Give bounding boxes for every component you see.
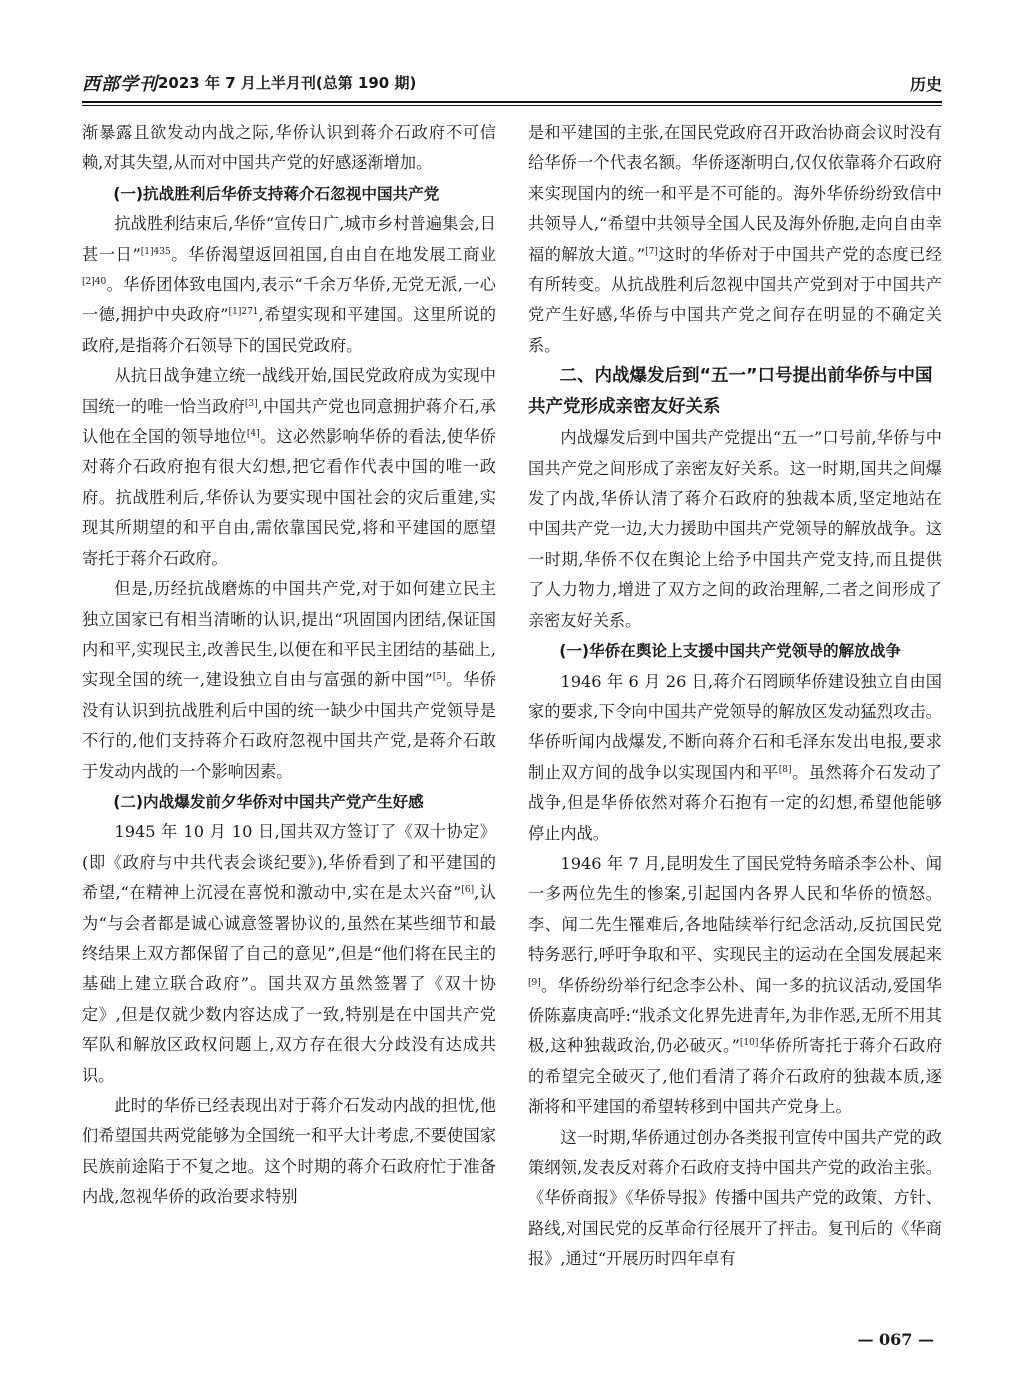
left-column: [82, 118, 496, 1213]
paragraph: 此时的华侨已经表现出对于蒋介石发动内战的担忧,他们希望国共两党能够为全国统一和平大计考虑,不要使国家民族前途陷于不复之地。这个时期的蒋介石政府忙于准备内战,忽视华侨的政治要求特别: [82, 1096, 496, 1207]
paragraph: 但是,历经抗战磨炼的中国共产党,对于如何建立民主独立国家已有相当清晰的认识,提出“巩固国内团结,保证国内和平,实现民主,改善民生,以便在和平民主团结的基础上,实现全国的统一,建设独立自由与富强的新中国”[5]。华侨没有认识到抗战胜利后中国的统一缺少中国共产党领导是不行的,他们支持蒋介石政府忽视中国共产党,是蒋介石敢于发动内战的一个影响因素。: [82, 579, 497, 781]
paragraph: 1946 年 6 月 26 日,蒋介石罔顾华侨建设独立自由国家的要求,下令向中国共产党领导的解放区发动猛烈攻击。华侨听闻内战爆发,不断向蒋介石和毛泽东发出电报,要求制止双方间的战争以实现国内和平[8]。虽然蒋介石发动了战争,但是华侨依然对蒋介石抱有一定的幻想,希望他能够停止内战。: [528, 671, 942, 843]
subsection-heading: (一)华侨在舆论上支援中国共产党领导的解放战争: [559, 642, 901, 661]
citation-ref: [10]: [739, 1038, 759, 1049]
subsection-heading: (二)内战爆发前夕华侨对中国共产党产生好感: [113, 792, 424, 811]
citation-ref: [2]40: [82, 277, 107, 288]
section-label: 历史: [909, 75, 942, 94]
citation-ref: [7]: [645, 246, 658, 257]
citation-ref: [9]: [528, 977, 541, 988]
citation-ref: [3]: [244, 398, 258, 409]
citation-ref: [5]: [432, 672, 446, 683]
citation-ref: [1]435: [140, 246, 171, 257]
paragraph: 1945 年 10 月 10 日,国共双方签订了《双十协定》(即《政府与中共代表会谈纪要》),华侨看到了和平建国的希望,“在精神上沉浸在喜悦和激动中,实在是太兴奋”[6],认为“与会者都是诚心诚意签署协议的,虽然在某些细节和最终结果上双方都保留了自己的意见”,但是“他们将在民主的基础上建立联合政府”。国共双方虽然签署了《双十协定》,但是仅就少数内容达成了一致,特别是在中国共产党军队和解放区政权问题上,双方存在很大分歧没有达成共识。: [82, 822, 496, 1085]
page-number: — 067 —: [857, 1330, 934, 1349]
paragraph: 抗战胜利结束后,华侨“宣传日广,城市乡村普遍集会,日甚一日”$^{[1]435}$。华侨渴望返回祖国,自由自在地发展工商业$^{[2]40}$。华侨团体致电国内,表示“千余万华侨,无党无派,一心一德,拥护中央政府”$^{[1]271}$,希望实现和平建国。这里所说的政府,是指蒋介石领导下的国民党政府。: [82, 214, 496, 355]
paragraph: 内战爆发后到中国共产党提出“五一”口号前,华侨与中国共产党之间形成了亲密友好关系。这一时期,国共之间爆发了内战,华侨认清了蒋介石政府的独裁本质,坚定地站在中国共产党一边,大力援助中国共产党领导的解放战争。这一时期,华侨不仅在舆论上给予中国共产党支持,而且提供了人力物力,增进了双方之间的政治理解,二者之间形成了亲密友好关系。: [528, 428, 942, 630]
citation-ref: [4]: [246, 429, 260, 440]
paragraph: 这一时期,华侨通过创办各类报刊宣传中国共产党的政策纲领,发表反对蒋介石政府支持中国共产党的政治主张。《华侨商报》《华侨导报》传播中国共产党的政策、方针、路线,对国民党的反革命行径展开了抨击。复刊后的《华商报》,通过“开展历时四年卓有: [528, 1127, 942, 1269]
paragraph: 是和平建国的主张,在国民党政府召开政治协商会议时没有给华侨一个代表名额。华侨逐渐明白,仅仅依靠蒋介石政府来实现国内的统一和平是不可能的。海外华侨纷纷致信中共领导人,“希望中共领导全国人民及海外侨胞,走向自由幸福的解放大道。”[7]这时的华侨对于中国共产党的态度已经有所转变。从抗战胜利后忽视中国共产党到对于中国共产党产生好感,华侨与中国共产党之间存在明显的不确定关系。: [528, 123, 942, 355]
citation-ref: [1]271: [228, 307, 259, 318]
issue-info: 2023 年 7 月上半月刊(总第 190 期): [158, 74, 417, 92]
journal-logo: 西部学刊: [82, 74, 158, 95]
citation-ref: [6]: [461, 885, 475, 896]
header-rule-thin: [82, 105, 942, 106]
header-rule-thick: [82, 101, 942, 103]
paragraph: 渐暴露且欲发动内战之际,华侨认识到蒋介石政府不可信赖,对其失望,从而对中国共产党的好感逐渐增加。: [82, 123, 496, 173]
paragraph: 从抗日战争建立统一战线开始,国民党政府成为实现中国统一的唯一恰当政府[3],中国共产党也同意拥护蒋介石,承认他在全国的领导地位[4]。这必然影响华侨的看法,使华侨对蒋介石政府抱有很大幻想,把它看作代表中国的唯一政府。抗战胜利后,华侨认为要实现中国社会的灾后重建,实现其所期望的和平自由,需依靠国民党,将和平建国的愿望寄托于蒋介石政府。: [82, 366, 496, 568]
right-column: [528, 118, 942, 1275]
running-header: [82, 70, 942, 98]
paragraph: 1946 年 7 月,昆明发生了国民党特务暗杀李公朴、闻一多两位先生的惨案,引起国内各界人民和华侨的愤怒。李、闻二先生罹难后,各地陆续举行纪念活动,反抗国民党特务恶行,呼吁争取和平、实现民主的运动在全国发展起来[9]。华侨纷纷举行纪念李公朴、闻一多的抗议活动,爱国华侨陈嘉庚高呼:“戕杀文化界先进青年,为非作恶,无所不用其极,这种独裁政治,仍必破灭。”[10]华侨所寄托于蒋介石政府的希望完全破灭了,他们看清了蒋介石政府的独裁本质,逐渐将和平建国的希望转移到中国共产党身上。: [528, 853, 943, 1117]
subsection-heading: (一)抗战胜利后华侨支持蒋介石忽视中国共产党: [113, 184, 440, 203]
section-heading: 二、内战爆发后到“五一”口号提出前华侨与中国共产党形成亲密友好关系: [528, 366, 933, 418]
citation-ref: [8]: [778, 764, 792, 775]
